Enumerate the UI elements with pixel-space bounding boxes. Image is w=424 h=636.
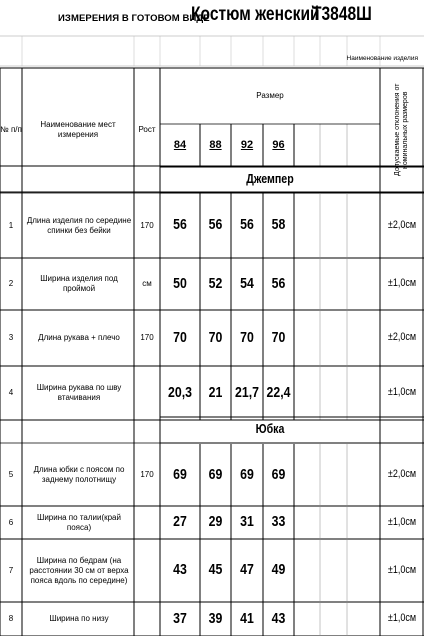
row-number: 3	[8, 333, 14, 342]
size-label-88: 88	[209, 139, 222, 152]
measurement-name: Ширина изделия под проймой	[40, 274, 118, 293]
row-number: 7	[8, 565, 14, 575]
size-value: 43	[271, 609, 286, 627]
size-value: 70	[240, 328, 254, 346]
size-value: 33	[271, 513, 286, 531]
row-height: 170	[140, 333, 154, 342]
row-height: 170	[140, 470, 154, 479]
tolerance-value: ±1,0см	[387, 277, 417, 290]
size-value: 70	[173, 328, 187, 346]
row-number: 4	[8, 388, 14, 397]
row-height: 170	[140, 220, 154, 230]
measurement-name: Длина юбки с поясом по заднему полотнищу	[33, 465, 125, 484]
size-value: 58	[271, 216, 286, 234]
row-number: 5	[8, 470, 14, 479]
tolerance-value: ±2,0см	[387, 468, 417, 481]
row-number: 1	[8, 220, 14, 230]
size-value: 22,4	[266, 383, 291, 401]
col-size-header: Размер	[256, 91, 284, 100]
size-value: 56	[208, 216, 223, 234]
size-value: 50	[173, 274, 187, 292]
row-number: 8	[8, 614, 14, 623]
size-label-92: 92	[240, 139, 254, 152]
col-height-header: Рост	[138, 125, 156, 134]
col-tolerance-header: Допускаемые отклонения от номинальных размеров	[393, 83, 409, 177]
size-value: 69	[271, 465, 286, 483]
size-value: 69	[173, 465, 187, 483]
tolerance-value: ±1,0см	[387, 515, 417, 528]
size-value: 70	[208, 328, 223, 346]
product-name: Костюм женский	[191, 4, 320, 25]
tolerance-value: ±2,0см	[387, 331, 417, 344]
size-value: 70	[271, 328, 286, 346]
tolerance-value: ±2,0см	[387, 218, 417, 231]
size-value: 21,7	[235, 383, 259, 401]
subtitle: ИЗМЕРЕНИЯ В ГОТОВОМ ВИДЕ	[58, 13, 210, 24]
size-value: 39	[208, 609, 223, 627]
size-value: 69	[208, 465, 223, 483]
size-value: 21	[208, 383, 223, 401]
tolerance-value: ±1,0см	[387, 563, 417, 576]
product-code: Т3848Ш	[312, 4, 372, 25]
col-number-header: № п/п	[0, 125, 22, 134]
size-value: 56	[173, 216, 187, 234]
size-value: 56	[271, 274, 286, 292]
size-value: 20,3	[168, 383, 192, 401]
size-value: 69	[240, 465, 254, 483]
measurement-name: Длина изделия по середине спинки без бейки	[26, 215, 132, 235]
size-value: 56	[240, 216, 254, 234]
size-value: 43	[173, 561, 187, 579]
row-height	[134, 602, 160, 636]
size-value: 45	[208, 561, 223, 579]
row-height: см	[142, 279, 152, 288]
tolerance-value: ±1,0см	[387, 386, 417, 399]
row-number: 2	[8, 279, 14, 288]
size-value: 31	[240, 513, 254, 531]
measurement-name: Ширина по низу	[49, 614, 109, 623]
row-number: 6	[8, 517, 14, 527]
size-value: 47	[240, 561, 254, 579]
measurement-name: Ширина по талии(край пояса)	[37, 512, 121, 532]
tolerance-value: ±1,0см	[387, 612, 417, 625]
size-value: 52	[208, 274, 223, 292]
section-title: Джемпер	[246, 172, 294, 187]
product-name-label: Наименование изделия	[346, 54, 418, 62]
size-value: 37	[173, 609, 187, 627]
size-value: 27	[173, 513, 187, 531]
size-label-96: 96	[272, 139, 285, 152]
row-height	[134, 539, 160, 602]
size-label-84: 84	[173, 139, 187, 152]
size-value: 29	[208, 513, 223, 531]
size-value: 49	[271, 561, 286, 579]
measurement-name: Ширина рукава по шву втачивания	[36, 383, 122, 402]
row-height	[134, 366, 160, 420]
row-height	[134, 506, 160, 539]
size-value: 41	[240, 609, 254, 627]
size-value: 54	[240, 274, 254, 292]
measurement-name: Длина рукава + плечо	[38, 333, 120, 342]
col-name-header: Наименование мест измерения	[40, 120, 116, 139]
measurement-name: Ширина по бедрам (на расстоянии 30 см от верха пояса вдоль по середине)	[29, 555, 129, 585]
section-title: Юбка	[255, 422, 285, 437]
